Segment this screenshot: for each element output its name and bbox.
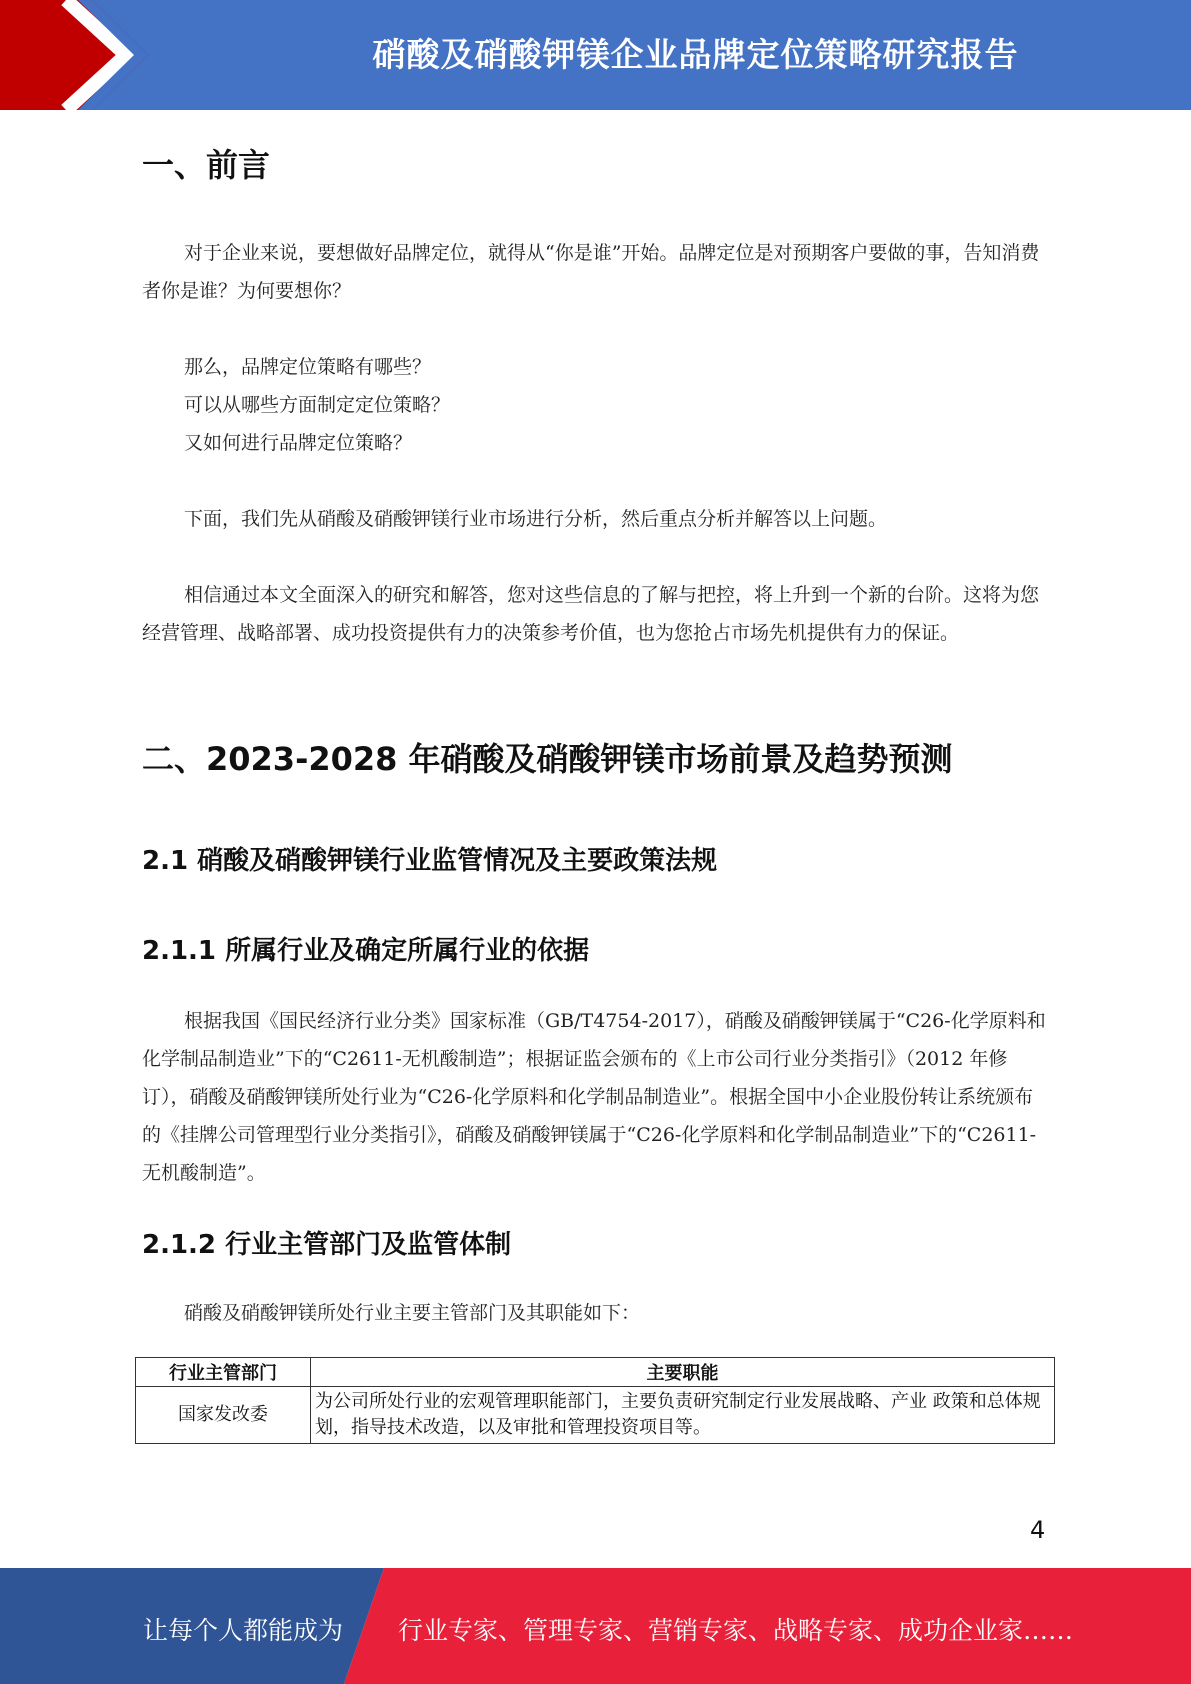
regulator-table [135, 1357, 1055, 1444]
subsection-heading-2-1: 2.1 硝酸及硝酸钾镁行业监管情况及主要政策法规 [142, 846, 718, 876]
column-header-duties: 主要职能 [311, 1358, 1055, 1387]
duties-cell: 为公司所处行业的宏观管理职能部门，主要负责研究制定行业发展战略、产业 政策和总体规划，指导技术改造，以及审批和管理投资项目等。 [311, 1387, 1055, 1444]
industry-classification-paragraph: 根据我国《国民经济行业分类》国家标准（GB/T4754-2017），硝酸及硝酸钾镁属于“C26-化学原料和化学制品制造业”下的“C2611-无机酸制造”；根据证监会颁布的《上市公司行业分类指引》（2012 年修订），硝酸及硝酸钾镁所处行业为“C26-化学原料和化学制品制造业”。根据全国中小企业股份转让系统颁布的《挂牌公司管理型行业分类指引》，硝酸及硝酸钾镁属于“C26-化学原料和化学制品制造业”下的“C2611-无机酸制造”。 [142, 1010, 1046, 1184]
regulators-intro-paragraph: 硝酸及硝酸钾镁所处行业主要主管部门及其职能如下： [184, 1302, 641, 1324]
report-title: 硝酸及硝酸钾镁企业品牌定位策略研究报告 [372, 35, 1019, 74]
question-1: 那么，品牌定位策略有哪些？ [184, 356, 432, 378]
department-cell: 国家发改委 [136, 1387, 311, 1444]
column-header-department: 行业主管部门 [136, 1358, 311, 1387]
preface-paragraph-3: 相信通过本文全面深入的研究和解答，您对这些信息的了解与把控，将上升到一个新的台阶。这将为您经营管理、战略部署、成功投资提供有力的决策参考价值，也为您抢占市场先机提供有力的保证。 [142, 584, 1040, 644]
section-heading-forecast: 二、2023-2028 年硝酸及硝酸钾镁市场前景及趋势预测 [142, 740, 953, 778]
footer-slogan-left: 让每个人都能成为 [143, 1616, 344, 1645]
subsection-heading-2-1-2: 2.1.2 行业主管部门及监管体制 [142, 1230, 512, 1260]
page-number: 4 [1030, 1516, 1046, 1544]
question-2: 可以从哪些方面制定定位策略？ [184, 394, 451, 416]
question-3: 又如何进行品牌定位策略？ [184, 432, 413, 454]
preface-paragraph-1: 对于企业来说，要想做好品牌定位，就得从“你是谁”开始。品牌定位是对预期客户要做的事，告知消费者你是谁？为何要想你？ [142, 242, 1040, 302]
section-heading-preface: 一、前言 [142, 146, 271, 184]
subsection-heading-2-1-1: 2.1.1 所属行业及确定所属行业的依据 [142, 936, 590, 966]
header-banner [0, 0, 1191, 110]
table-header-row [136, 1358, 1055, 1387]
preface-paragraph-2: 下面，我们先从硝酸及硝酸钾镁行业市场进行分析，然后重点分析并解答以上问题。 [184, 508, 888, 530]
table-row [136, 1387, 1055, 1444]
footer-slogan-right: 行业专家、管理专家、营销专家、战略专家、成功企业家…… [398, 1616, 1074, 1645]
